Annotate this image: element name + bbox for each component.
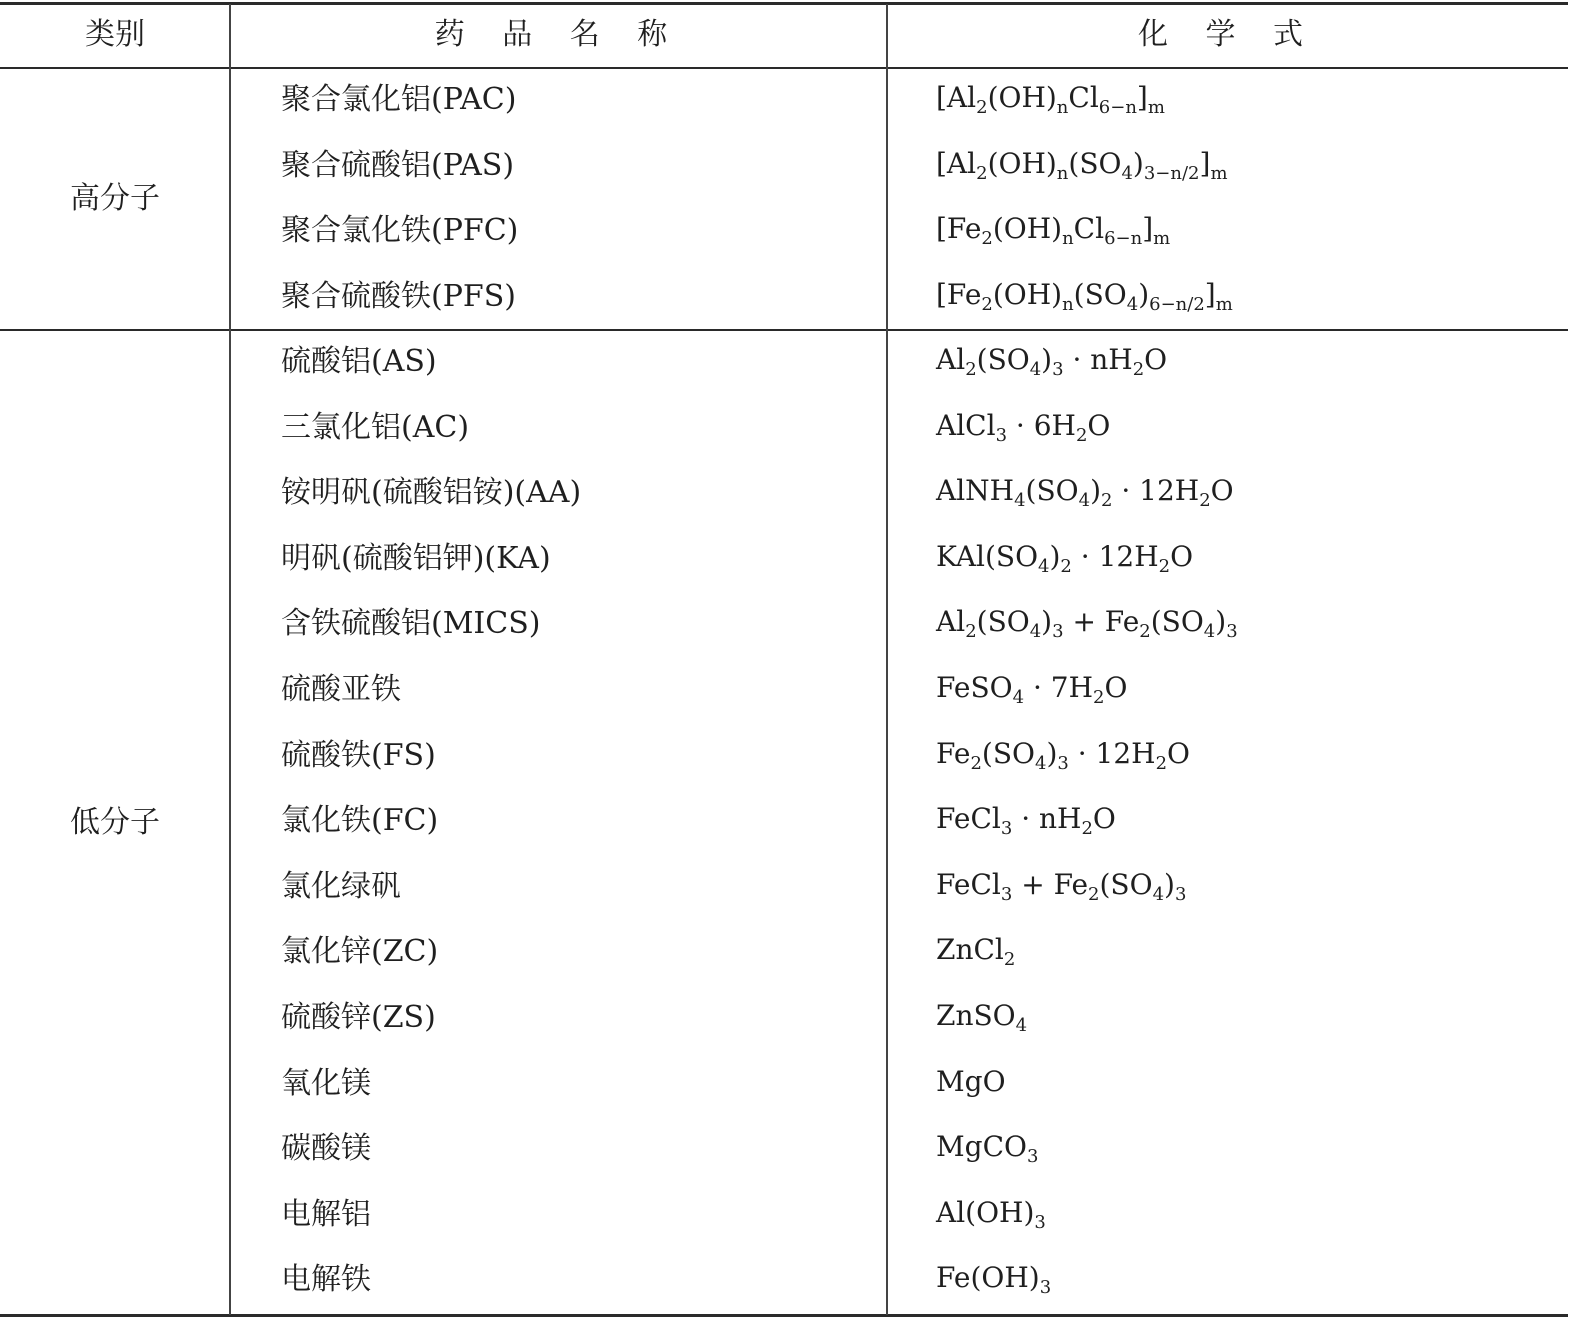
reagent-name: 氯化锌(ZC) [281, 934, 439, 969]
chemical-formula: ZnSO$_4$ [936, 999, 1028, 1036]
chemical-formula: $KAl(SO_4)_2 \cdot 12H_2O$ [936, 540, 1194, 577]
header-formula: 化 学 式 [1137, 17, 1318, 52]
header-category: 类别 [85, 17, 145, 52]
chemical-formula: $Al_2(SO_4)_3 + Fe_2(SO_4)_3$ [936, 605, 1238, 642]
reagent-name: 硫酸铁(FS) [281, 738, 436, 773]
group-label-low-molecular: 低分子 [70, 805, 160, 840]
chemical-formula: MgO [936, 1065, 1006, 1098]
chemical-formula: $[Al_2(OH)_nCl_{6-n}]_m$ [936, 81, 1165, 118]
reagent-name: 硫酸亚铁 [281, 672, 401, 707]
reagent-name: 硫酸锌(ZS) [281, 1000, 436, 1035]
chemical-formula: FeCl$_3$ · $nH_2O$ [936, 802, 1116, 839]
reagent-name: 含铁硫酸铝(MICS) [281, 606, 541, 641]
reagent-name: 电解铝 [281, 1197, 371, 1232]
chemical-formula: $Fe(OH)_3$ [936, 1261, 1052, 1298]
chemical-formula: $[Al_2(OH)_n(SO_4)_{3-n/2}]_m$ [936, 147, 1228, 184]
reagent-name: 明矾(硫酸铝钾)(KA) [281, 541, 551, 576]
column-divider-2 [886, 4, 888, 1315]
reagent-name: 铵明矾(硫酸铝铵)(AA) [281, 475, 582, 510]
group-divider [0, 329, 1568, 331]
chemical-formula: FeSO$_4$ · $7H_2O$ [936, 671, 1128, 708]
reagent-name: 电解铁 [281, 1262, 371, 1297]
reagent-name: 聚合氯化铁(PFC) [281, 213, 519, 248]
chemical-formula: $Fe_2(SO_4)_3 \cdot 12H_2O$ [936, 737, 1190, 774]
chemical-formula: MgCO$_3$ [936, 1130, 1039, 1167]
chemical-formula: $[Fe_2(OH)_n(SO_4)_{6-n/2}]_m$ [936, 278, 1233, 315]
reagent-name: 氯化铁(FC) [281, 803, 439, 838]
chemical-formula: ZnCl$_2$ [936, 933, 1016, 970]
chemical-formula: $Al_2(SO_4)_3 \cdot nH_2O$ [936, 343, 1168, 380]
chemical-formula: AlCl$_3$ · $6H_2O$ [936, 409, 1111, 446]
reagent-name: 聚合硫酸铝(PAS) [281, 148, 515, 183]
reagent-name: 碳酸镁 [281, 1131, 371, 1166]
reagent-name: 三氯化铝(AC) [281, 410, 470, 445]
chemical-formula: $Al(OH)_3$ [936, 1196, 1046, 1233]
header-name: 药 品 名 称 [434, 17, 682, 52]
header-rule [0, 67, 1568, 69]
group-label-high-molecular: 高分子 [70, 181, 160, 216]
top-rule [0, 2, 1568, 5]
reagent-name: 聚合氯化铝(PAC) [281, 82, 517, 117]
bottom-rule [0, 1314, 1568, 1317]
chemical-formula: $AlNH_4(SO_4)_2 \cdot 12H_2O$ [936, 474, 1234, 511]
reagent-name: 氯化绿矾 [281, 869, 401, 904]
reagent-name: 聚合硫酸铁(PFS) [281, 279, 516, 314]
reagent-name: 氧化镁 [281, 1066, 371, 1101]
reagent-name: 硫酸铝(AS) [281, 344, 437, 379]
chemical-formula: $[Fe_2(OH)_nCl_{6-n}]_m$ [936, 212, 1171, 249]
chemical-formula: FeCl$_3$ + $Fe_2(SO_4)_3$ [936, 868, 1187, 905]
